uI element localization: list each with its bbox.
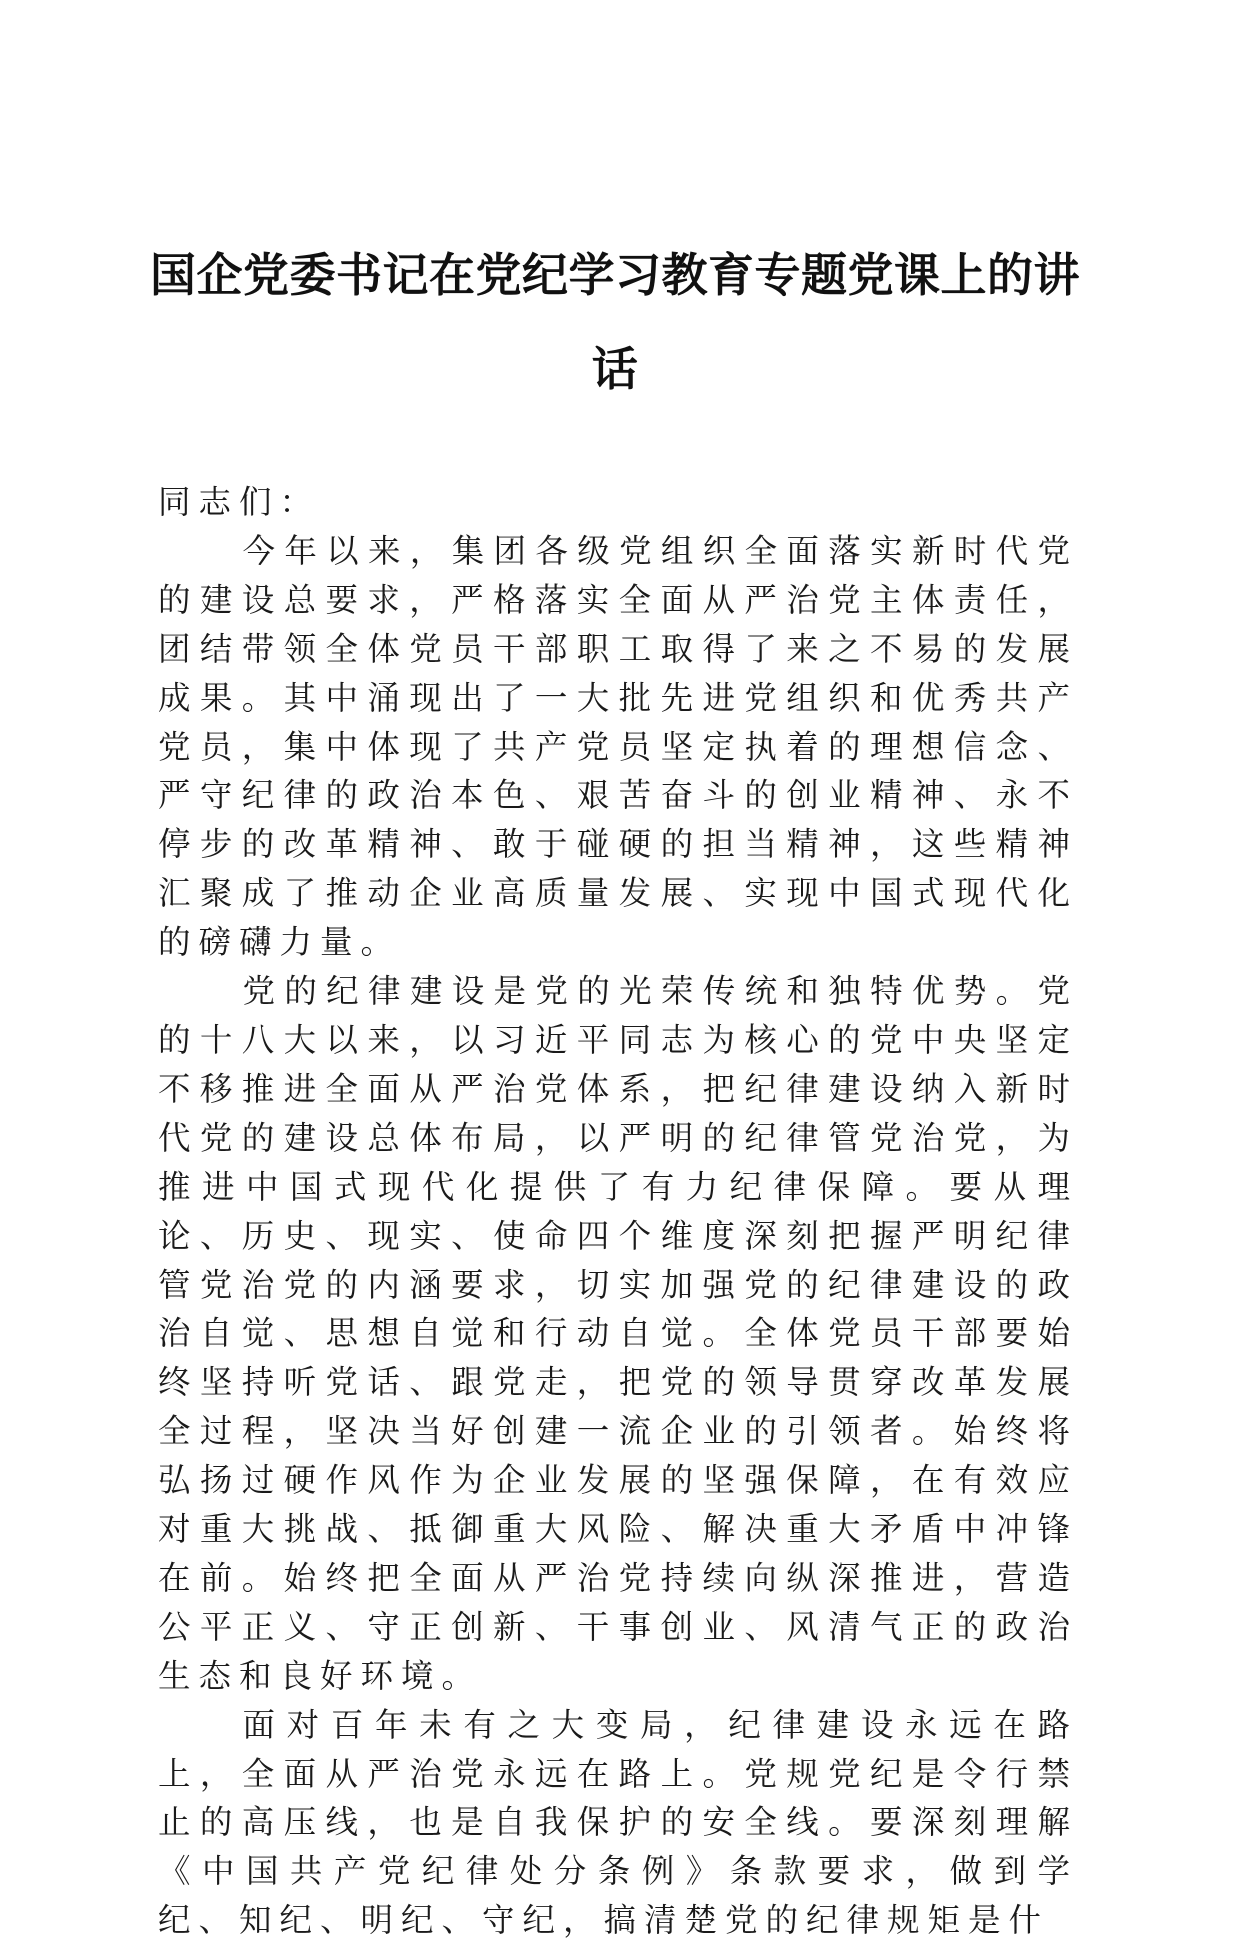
salutation: 同志们： — [158, 483, 321, 521]
paragraph-2: 党的纪律建设是党的光荣传统和独特优势。党的十八大以来，以习近平同志为核心的党中央坚定不移推进全面从严治党体系，把纪律建设纳入新时代党的建设总体布局，以严明的纪律管党治党，为推进中国式现代化提供了有力纪律保障。要从理论、历史、现实、使命四个维度深刻把握严明纪律管党治党的内涵要求，切实加强党的纪律建设的政治自觉、思想自觉和行动自觉。全体党员干部要始终坚持听党话、跟党走，把党的领导贯穿改革发展全过程，坚决当好创建一流企业的引领者。始终将弘扬过硬作风作为企业发展的坚强保障，在有效应对重大挑战、抵御重大风险、解决重大矛盾中冲锋在前。始终把全面从严治党持续向纵深推进，营造公平正义、守正创新、干事创业、风清气正的政治生态和良好环境。 — [158, 972, 1078, 1695]
paragraph-1: 今年以来，集团各级党组织全面落实新时代党的建设总要求，严格落实全面从严治党主体责任，团结带领全体党员干部职工取得了来之不易的发展成果。其中涌现出了一大批先进党组织和优秀共产党员，集中体现了共产党员坚定执着的理想信念、严守纪律的政治本色、艰苦奋斗的创业精神、永不停步的改革精神、敢于碰硬的担当精神，这些精神汇聚成了推动企业高质量发展、实现中国式现代化的磅礴力量。 — [158, 531, 1078, 962]
paragraph-3: 面对百年未有之大变局，纪律建设永远在路上，全面从严治党永远在路上。党规党纪是令行禁止的高压线，也是自我保护的安全线。要深刻理解《中国共产党纪律处分条例》条款要求，做到学纪、知纪、明纪、守纪，搞清楚党的纪律规矩是什 — [158, 1705, 1078, 1940]
document-title: 国企党委书记在党纪学习教育专题党课上的讲话 — [150, 248, 1080, 396]
document-body — [158, 478, 1078, 1945]
